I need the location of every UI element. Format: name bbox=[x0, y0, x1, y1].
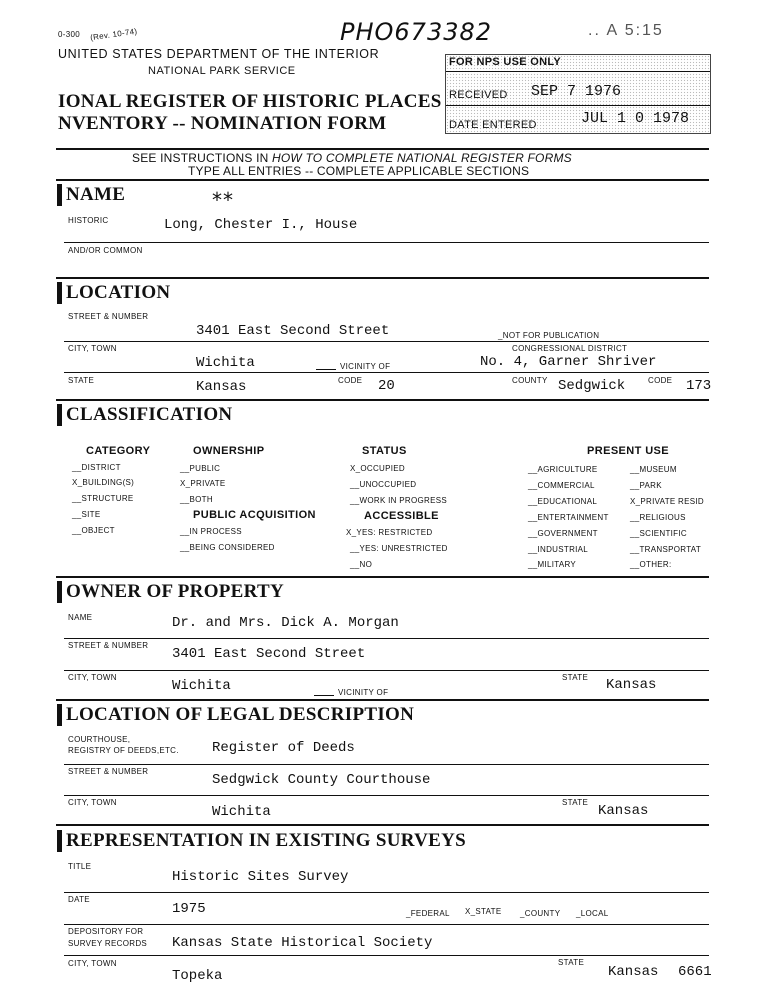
county-code-value: 173 bbox=[686, 378, 712, 394]
public-acquisition-title: PUBLIC ACQUISITION bbox=[193, 509, 316, 521]
name-mark: ** bbox=[212, 188, 234, 212]
historic-label: HISTORIC bbox=[68, 216, 109, 225]
instructions-guide-title: HOW TO COMPLETE NATIONAL REGISTER FORMS bbox=[272, 151, 572, 165]
survey-city-label: CITY, TOWN bbox=[68, 959, 117, 968]
present-use-item: __MUSEUM bbox=[630, 465, 677, 474]
present-use-item: __MILITARY bbox=[528, 560, 577, 569]
congressional-district-label: CONGRESSIONAL DISTRICT bbox=[512, 344, 628, 353]
survey-county-option: _COUNTY bbox=[520, 909, 561, 918]
accessible-item: __NO bbox=[350, 560, 373, 569]
present-use-item: __SCIENTIFIC bbox=[630, 529, 687, 538]
present-use-item: X_PRIVATE RESID bbox=[630, 497, 704, 506]
legal-state-value: Kansas bbox=[598, 803, 649, 819]
nps-use-label: FOR NPS USE ONLY bbox=[449, 56, 561, 68]
present-use-item: __AGRICULTURE bbox=[528, 465, 598, 474]
state-code-value: 20 bbox=[378, 378, 395, 394]
section-bar bbox=[57, 581, 62, 603]
entered-date: JUL 1 0 1978 bbox=[581, 110, 690, 127]
survey-date-label: DATE bbox=[68, 895, 90, 904]
present-use-item: __EDUCATIONAL bbox=[528, 497, 598, 506]
category-item: __OBJECT bbox=[72, 526, 115, 535]
legal-street-value: Sedgwick County Courthouse bbox=[212, 772, 431, 788]
historic-name-value: Long, Chester I., House bbox=[164, 217, 358, 233]
ownership-item: X_PRIVATE bbox=[180, 479, 226, 488]
courthouse-value: Register of Deeds bbox=[212, 740, 355, 756]
present-use-title: PRESENT USE bbox=[587, 445, 670, 457]
category-title: CATEGORY bbox=[86, 445, 151, 457]
courthouse-label-line2: REGISTRY OF DEEDS,ETC. bbox=[68, 746, 179, 755]
depository-label-line2: SURVEY RECORDS bbox=[68, 939, 148, 948]
survey-state-label: STATE bbox=[558, 958, 585, 967]
county-value: Sedgwick bbox=[558, 378, 626, 394]
state-code-label: CODE bbox=[338, 376, 363, 385]
acquisition-item: __BEING CONSIDERED bbox=[180, 543, 275, 552]
present-use-item: __RELIGIOUS bbox=[630, 513, 686, 522]
category-item: X_BUILDING(S) bbox=[72, 478, 135, 487]
ownership-item: __PUBLIC bbox=[180, 464, 221, 473]
owner-city-value: Wichita bbox=[172, 678, 231, 694]
section-bar bbox=[57, 184, 62, 206]
form-number: 0-300 bbox=[58, 30, 80, 39]
survey-date-value: 1975 bbox=[172, 901, 206, 917]
present-use-item: __OTHER: bbox=[630, 560, 672, 569]
category-item: __STRUCTURE bbox=[72, 494, 134, 503]
received-date: SEP 7 1976 bbox=[531, 83, 622, 100]
survey-title-label: TITLE bbox=[68, 862, 92, 871]
accessible-item: __YES: UNRESTRICTED bbox=[350, 544, 448, 553]
legal-street-label: STREET & NUMBER bbox=[68, 767, 149, 776]
status-item: __WORK IN PROGRESS bbox=[350, 496, 447, 505]
section-bar bbox=[57, 282, 62, 304]
owner-section-header: OWNER OF PROPERTY bbox=[66, 581, 285, 602]
form-title-line1: IONAL REGISTER OF HISTORIC PLACES bbox=[58, 91, 442, 112]
survey-state-code: 6661 bbox=[678, 964, 712, 980]
entered-label: DATE ENTERED bbox=[449, 119, 537, 131]
survey-state-option: X_STATE bbox=[465, 907, 502, 916]
accessible-item: X_YES: RESTRICTED bbox=[346, 528, 433, 537]
legal-city-value: Wichita bbox=[212, 804, 271, 820]
form-revision: (Rev. 10-74) bbox=[89, 26, 138, 43]
not-for-publication: _NOT FOR PUBLICATION bbox=[498, 331, 600, 340]
instructions-line1 bbox=[132, 151, 572, 165]
owner-vicinity-label: VICINITY OF bbox=[338, 688, 389, 697]
city-label: CITY, TOWN bbox=[68, 344, 117, 353]
present-use-item: __TRANSPORTAT bbox=[630, 545, 702, 554]
owner-city-label: CITY, TOWN bbox=[68, 673, 117, 682]
classification-section-header: CLASSIFICATION bbox=[66, 404, 233, 425]
vicinity-label: VICINITY OF bbox=[340, 362, 391, 371]
form-title-line2: NVENTORY -- NOMINATION FORM bbox=[58, 113, 387, 134]
courthouse-label-line1: COURTHOUSE, bbox=[68, 735, 131, 744]
county-code-label: CODE bbox=[648, 376, 673, 385]
surveys-section-header: REPRESENTATION IN EXISTING SURVEYS bbox=[66, 830, 467, 851]
acquisition-item: __IN PROCESS bbox=[180, 527, 242, 536]
survey-federal-option: _FEDERAL bbox=[406, 909, 450, 918]
category-item: __SITE bbox=[72, 510, 101, 519]
status-item: __UNOCCUPIED bbox=[350, 480, 417, 489]
legal-state-label: STATE bbox=[562, 798, 589, 807]
street-label: STREET & NUMBER bbox=[68, 312, 149, 321]
owner-state-value: Kansas bbox=[606, 677, 657, 693]
owner-name-label: NAME bbox=[68, 613, 93, 622]
name-section-header: NAME bbox=[66, 184, 126, 205]
survey-local-option: _LOCAL bbox=[576, 909, 609, 918]
depository-label-line1: DEPOSITORY FOR bbox=[68, 927, 144, 936]
present-use-item: __PARK bbox=[630, 481, 662, 490]
street-value: 3401 East Second Street bbox=[196, 323, 390, 339]
section-bar bbox=[57, 404, 62, 426]
agency: NATIONAL PARK SERVICE bbox=[148, 65, 296, 77]
city-value: Wichita bbox=[196, 355, 255, 371]
section-bar bbox=[57, 704, 62, 726]
section-bar bbox=[57, 830, 62, 852]
owner-state-label: STATE bbox=[562, 673, 589, 682]
present-use-item: __ENTERTAINMENT bbox=[528, 513, 609, 522]
owner-street-value: 3401 East Second Street bbox=[172, 646, 366, 662]
ownership-title: OWNERSHIP bbox=[193, 445, 265, 457]
received-label: RECEIVED bbox=[449, 89, 508, 101]
instructions-prefix: SEE INSTRUCTIONS IN bbox=[132, 151, 273, 165]
common-name-label: AND/OR COMMON bbox=[68, 246, 143, 255]
state-value: Kansas bbox=[196, 379, 247, 395]
handwritten-id: PHO673382 bbox=[340, 18, 493, 46]
ownership-item: __BOTH bbox=[180, 495, 213, 504]
present-use-item: __COMMERCIAL bbox=[528, 481, 595, 490]
state-label: STATE bbox=[68, 376, 95, 385]
legal-section-header: LOCATION OF LEGAL DESCRIPTION bbox=[66, 704, 415, 725]
owner-street-label: STREET & NUMBER bbox=[68, 641, 149, 650]
status-title: STATUS bbox=[362, 445, 407, 457]
nps-use-box bbox=[445, 54, 711, 134]
survey-state-value: Kansas bbox=[608, 964, 659, 980]
survey-city-value: Topeka bbox=[172, 968, 223, 984]
category-item: __DISTRICT bbox=[72, 463, 121, 472]
corner-mark: .. A 5:15 bbox=[588, 22, 664, 39]
present-use-item: __GOVERNMENT bbox=[528, 529, 598, 538]
legal-city-label: CITY, TOWN bbox=[68, 798, 117, 807]
location-section-header: LOCATION bbox=[66, 282, 171, 303]
instructions-line2: TYPE ALL ENTRIES -- COMPLETE APPLICABLE SECTIONS bbox=[188, 164, 530, 178]
congressional-district-value: No. 4, Garner Shriver bbox=[480, 354, 657, 370]
department: UNITED STATES DEPARTMENT OF THE INTERIOR bbox=[58, 47, 380, 61]
owner-name-value: Dr. and Mrs. Dick A. Morgan bbox=[172, 615, 399, 631]
survey-title-value: Historic Sites Survey bbox=[172, 869, 349, 885]
status-item: X_OCCUPIED bbox=[350, 464, 406, 473]
county-label: COUNTY bbox=[512, 376, 548, 385]
accessible-title: ACCESSIBLE bbox=[364, 510, 439, 522]
present-use-item: __INDUSTRIAL bbox=[528, 545, 589, 554]
depository-value: Kansas State Historical Society bbox=[172, 935, 433, 951]
